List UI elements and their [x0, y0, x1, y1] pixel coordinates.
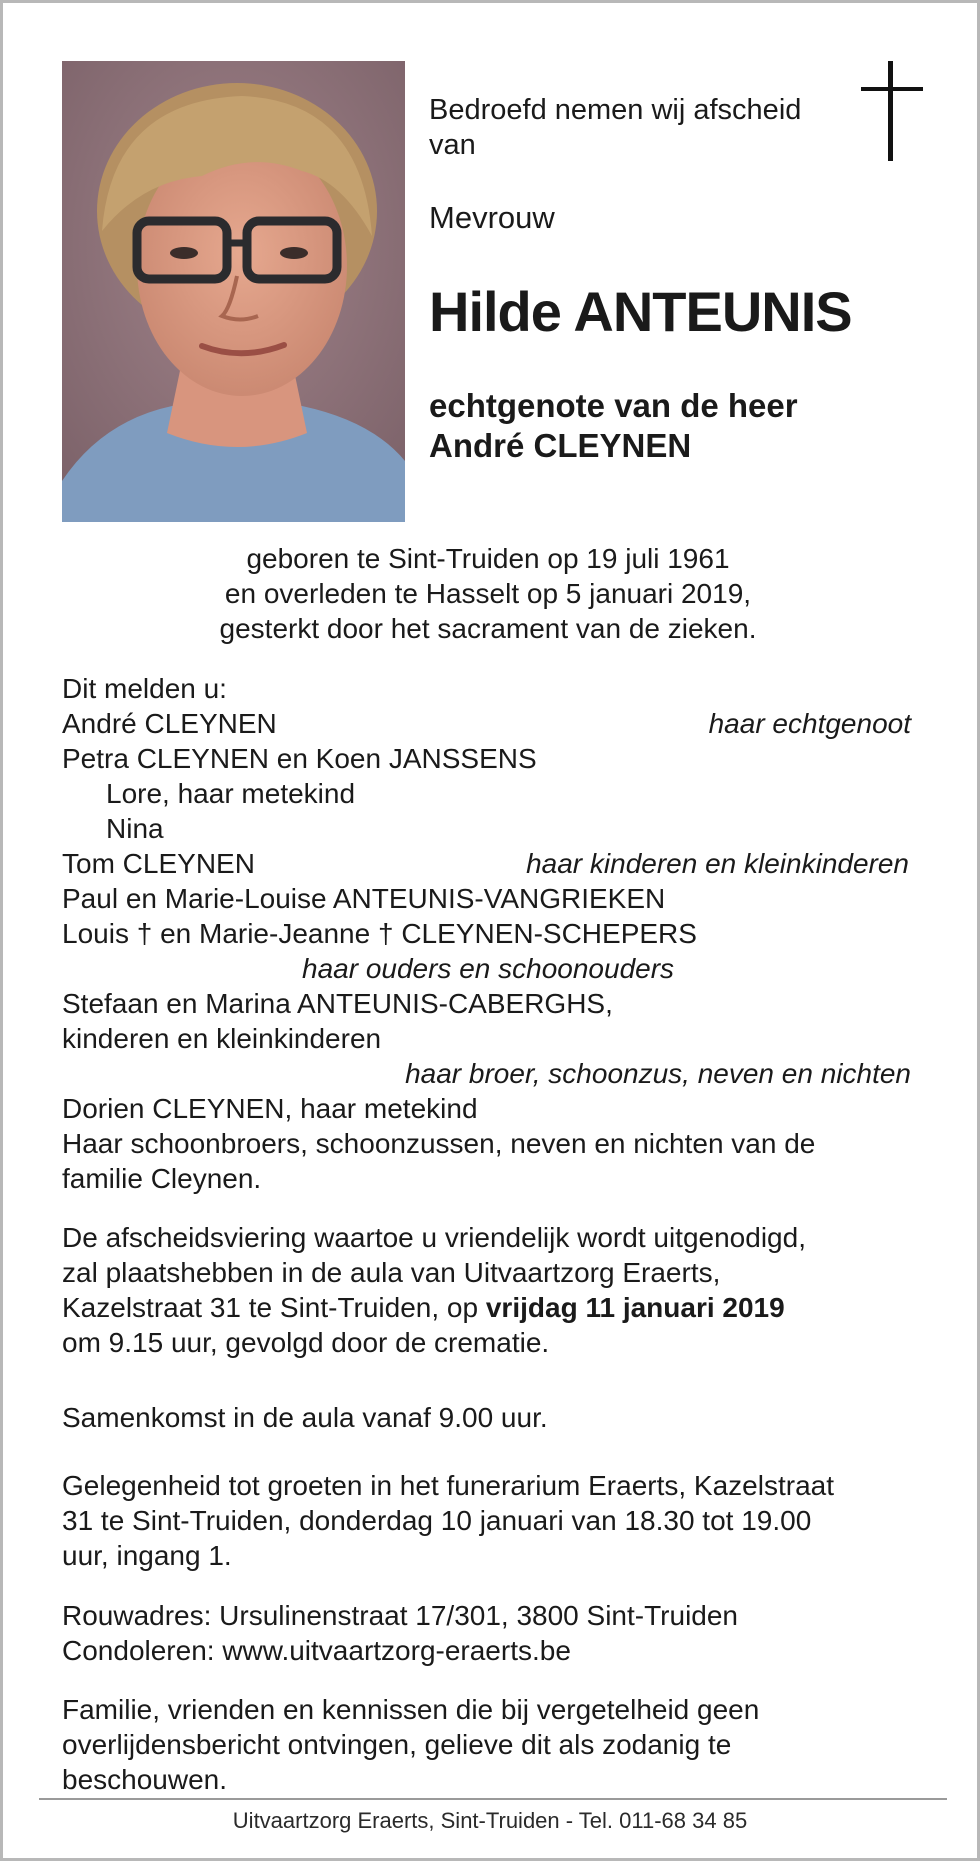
visitation-line: Gelegenheid tot groeten in het funerarium Eraerts, Kazelstraat — [62, 1470, 834, 1501]
death-line: en overleden te Hasselt op 5 januari 2019, — [224, 578, 752, 609]
contact-paragraph — [62, 1598, 922, 1668]
birth-line: geboren te Sint-Truiden op 19 juli 1961 — [246, 543, 730, 574]
portrait-illustration — [62, 61, 405, 522]
life-details — [62, 541, 914, 646]
ceremony-date: vrijdag 11 januari 2019 — [485, 1292, 785, 1323]
family-relation: haar kinderen en kleinkinderen — [526, 848, 909, 879]
deceased-name: Hilde ANTEUNIS — [429, 280, 852, 343]
family-line: Paul en Marie-Louise ANTEUNIS-VANGRIEKEN — [62, 883, 666, 914]
family-line: familie Cleynen. — [62, 1163, 262, 1194]
cross-icon — [861, 61, 923, 166]
family-line: André CLEYNEN — [62, 708, 277, 739]
spouse-line-1: echtgenote van de heer — [429, 387, 798, 424]
ceremony-paragraph — [62, 1220, 922, 1360]
family-relation: haar echtgenoot — [708, 708, 911, 739]
intro-text: Bedroefd nemen wij afscheid van — [429, 94, 802, 161]
family-relation: haar broer, schoonzus, neven en nichten — [405, 1058, 911, 1089]
mourning-address: Rouwadres: Ursulinenstraat 17/301, 3800 Sint-Truiden — [62, 1600, 739, 1631]
closing-paragraph — [62, 1692, 922, 1797]
family-line: Haar schoonbroers, schoonzussen, neven en nichten van de — [62, 1128, 816, 1159]
family-line: Louis † en Marie-Jeanne † CLEYNEN-SCHEPERS — [62, 918, 697, 949]
sacrament-line: gesterkt door het sacrament van de zieken. — [219, 613, 757, 644]
ceremony-line: zal plaatshebben in de aula van Uitvaartzorg Eraerts, — [62, 1257, 721, 1288]
gathering-text: Samenkomst in de aula vanaf 9.00 uur. — [62, 1402, 548, 1433]
closing-line: beschouwen. — [62, 1764, 228, 1795]
family-line: Stefaan en Marina ANTEUNIS-CABERGHS, — [62, 988, 613, 1019]
visitation-paragraph — [62, 1468, 922, 1573]
visitation-line: uur, ingang 1. — [62, 1540, 232, 1571]
portrait-photo — [62, 61, 405, 522]
honorific: Mevrouw — [429, 200, 555, 235]
footer-divider — [39, 1798, 947, 1800]
closing-line: Familie, vrienden en kennissen die bij vergetelheid geen — [62, 1694, 760, 1725]
visitation-line: 31 te Sint-Truiden, donderdag 10 januari van 18.30 tot 19.00 — [62, 1505, 812, 1536]
ceremony-location: Kazelstraat 31 te Sint-Truiden, op — [62, 1292, 486, 1323]
condolence-website: Condoleren: www.uitvaartzorg-eraerts.be — [62, 1635, 571, 1666]
family-line: Tom CLEYNEN — [62, 848, 255, 879]
footer-text: Uitvaartzorg Eraerts, Sint-Truiden - Tel. 011-68 34 85 — [232, 1808, 748, 1833]
family-line: Petra CLEYNEN en Koen JANSSENS — [62, 743, 537, 774]
spouse-line-2: André CLEYNEN — [429, 427, 692, 464]
family-line: Lore, haar metekind — [106, 778, 356, 809]
family-relation: haar ouders en schoonouders — [302, 953, 675, 984]
ceremony-line: om 9.15 uur, gevolgd door de crematie. — [62, 1327, 550, 1358]
ceremony-line: De afscheidsviering waartoe u vriendelijk wordt uitgenodigd, — [62, 1222, 806, 1253]
family-line: kinderen en kleinkinderen — [62, 1023, 382, 1054]
family-line: Dorien CLEYNEN, haar metekind — [62, 1093, 478, 1124]
closing-line: overlijdensbericht ontvingen, gelieve dit als zodanig te — [62, 1729, 732, 1760]
ceremony-line — [62, 1290, 922, 1325]
family-heading: Dit melden u: — [62, 673, 227, 704]
family-line: Nina — [106, 813, 164, 844]
